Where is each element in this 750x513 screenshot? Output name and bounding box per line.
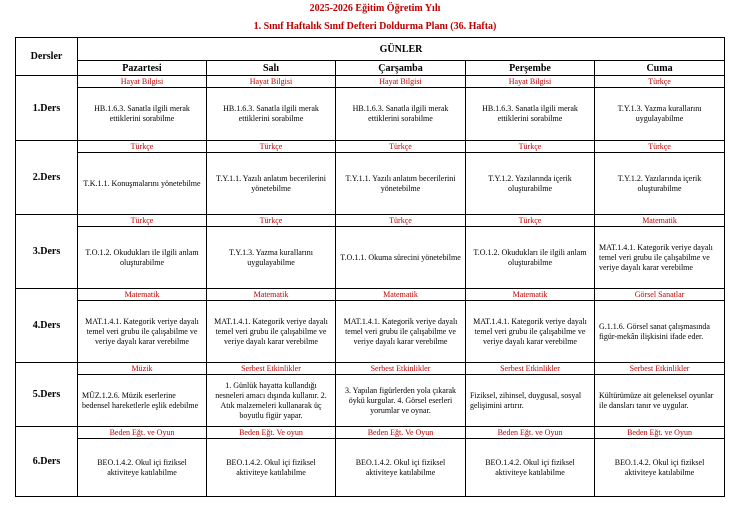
- subject-label: Müzik: [78, 363, 206, 375]
- lesson-cell: [336, 427, 466, 497]
- subject-label: Türkçe: [336, 141, 465, 153]
- lesson-cell: [595, 363, 725, 427]
- lesson-row: [16, 76, 725, 141]
- subject-label: Türkçe: [207, 215, 335, 227]
- subject-label: Türkçe: [595, 76, 724, 88]
- day-header-carsamba: Çarşamba: [336, 61, 466, 76]
- subject-label: Serbest Etkinlikler: [336, 363, 465, 375]
- header-row-days: [16, 61, 725, 76]
- subject-label: Türkçe: [336, 215, 465, 227]
- outcome-text: T.Y.1.2. Yazılarında içerik oluşturabilme: [617, 173, 702, 193]
- subject-label: Serbest Etkinlikler: [207, 363, 335, 375]
- outcome-text: HB.1.6.3. Sanatla ilgili merak ettiklerini sorabilme: [223, 104, 319, 123]
- lesson-cell: [78, 289, 207, 363]
- subject-label: Beden Eğt. ve Oyun: [78, 427, 206, 439]
- outcome-text: G.1.1.6. Görsel sanat çalışmasında figür-mekân ilişkisini ifade eder.: [599, 321, 710, 341]
- subject-label: Görsel Sanatlar: [595, 289, 724, 301]
- outcome-text: T.O.1.1. Okuma sürecini yönetebilme: [340, 252, 461, 262]
- subject-label: Hayat Bilgisi: [78, 76, 206, 88]
- subject-label: Hayat Bilgisi: [466, 76, 594, 88]
- lesson-cell: [207, 76, 336, 141]
- lesson-cell: [207, 215, 336, 289]
- lesson-cell: [78, 427, 207, 497]
- day-header-cuma: Cuma: [595, 61, 725, 76]
- outcome-text: BEO.1.4.2. Okul içi fiziksel aktiviteye katılabilme: [485, 457, 575, 477]
- subject-label: Serbest Etkinlikler: [595, 363, 724, 375]
- outcome-text: T.K.1.1. Konuşmalarını yönetebilme: [83, 178, 201, 188]
- outcome-text: MAT.1.4.1. Kategorik veriye dayalı temel veri grubu ile çalışabilme ve veriye dayalı karar verebilme: [473, 316, 587, 346]
- outcome-text: T.Y.1.3. Yazma kurallarını uygulayabilme: [229, 247, 313, 267]
- subject-label: Hayat Bilgisi: [207, 76, 335, 88]
- lesson-cell: [207, 363, 336, 427]
- lesson-label: 5.Ders: [16, 363, 78, 427]
- subject-label: Beden Eğt. ve Oyun: [595, 427, 724, 439]
- outcome-text: Kültürümüze ait geleneksel oyunlar ile dansları tanır ve uygular.: [599, 390, 714, 410]
- day-header-persembe: Perşembe: [466, 61, 595, 76]
- outcome-text: BEO.1.4.2. Okul içi fiziksel aktiviteye katılabilme: [614, 457, 705, 477]
- weekly-plan-table: [15, 37, 725, 497]
- lesson-label: 1.Ders: [16, 76, 78, 141]
- outcome-text: HB.1.6.3. Sanatla ilgili merak ettiklerini sorabilme: [482, 104, 578, 123]
- subject-label: Türkçe: [78, 141, 206, 153]
- lesson-cell: [336, 289, 466, 363]
- lesson-cell: [336, 215, 466, 289]
- outcome-text: BEO.1.4.2. Okul içi fiziksel aktiviteye katılabilme: [226, 457, 316, 477]
- day-header-sali: Salı: [207, 61, 336, 76]
- lesson-cell: [78, 76, 207, 141]
- subject-label: Türkçe: [466, 141, 594, 153]
- lesson-row: [16, 289, 725, 363]
- lesson-cell: [78, 141, 207, 215]
- lesson-cell: [466, 427, 595, 497]
- lesson-cell: [336, 76, 466, 141]
- lesson-cell: [466, 76, 595, 141]
- lesson-cell: [207, 141, 336, 215]
- lesson-cell: [78, 363, 207, 427]
- dersler-header: Dersler: [16, 38, 78, 76]
- subject-label: Beden Eğt. ve Oyun: [466, 427, 594, 439]
- lesson-label: 4.Ders: [16, 289, 78, 363]
- lesson-cell: [466, 363, 595, 427]
- lesson-cell: [466, 215, 595, 289]
- outcome-text: T.Y.1.1. Yazılı anlatım becerilerini yönetebilme: [216, 173, 326, 193]
- lesson-cell: [78, 215, 207, 289]
- lesson-row: [16, 215, 725, 289]
- outcome-text: T.O.1.2. Okudukları ile ilgili anlam oluşturabilme: [473, 247, 587, 267]
- lesson-cell: [207, 289, 336, 363]
- outcome-text: 1. Günlük hayatta kullandığı nesneleri amacı dışında kullanır. 2. Atık malzemeleri kullanarak üç boyutlu figür yapar.: [215, 380, 327, 420]
- document-title: 2025-2026 Eğitim Öğretim Yılı: [309, 3, 441, 14]
- outcome-text: 3. Yapılan figürlerden yola çıkarak öykü kurgular. 4. Görsel eserleri yorumlar ve oynar.: [344, 385, 457, 415]
- subject-label: Beden Eğt. Ve Oyun: [336, 427, 465, 439]
- lesson-label: 6.Ders: [16, 427, 78, 497]
- day-header-pazartesi: Pazartesi: [78, 61, 207, 76]
- subject-label: Türkçe: [78, 215, 206, 227]
- lesson-row: [16, 427, 725, 497]
- lesson-cell: [595, 289, 725, 363]
- subject-label: Matematik: [595, 215, 724, 227]
- outcome-text: MAT.1.4.1. Kategorik veriye dayalı temel veri grubu ile çalışabilme ve veriye dayalı karar verebilme: [85, 316, 199, 346]
- lesson-cell: [336, 141, 466, 215]
- subject-label: Matematik: [336, 289, 465, 301]
- subject-label: Hayat Bilgisi: [336, 76, 465, 88]
- subject-label: Matematik: [207, 289, 335, 301]
- subject-label: Serbest Etkinlikler: [466, 363, 594, 375]
- outcome-text: T.Y.1.3. Yazma kurallarını uygulayabilme: [617, 104, 702, 123]
- outcome-text: MAT.1.4.1. Kategorik veriye dayalı temel veri grubu ile çalışabilme ve veriye dayalı karar verebilme: [214, 316, 328, 346]
- lesson-cell: [207, 427, 336, 497]
- subject-label: Türkçe: [595, 141, 724, 153]
- lesson-row: [16, 141, 725, 215]
- outcome-text: MAT.1.4.1. Kategorik veriye dayalı temel veri grubu ile çalışabilme ve veriye dayalı karar verebilme: [343, 316, 458, 346]
- lesson-cell: [466, 141, 595, 215]
- gunler-header: GÜNLER: [78, 38, 725, 61]
- subject-label: Türkçe: [207, 141, 335, 153]
- outcome-text: HB.1.6.3. Sanatla ilgili merak ettiklerini sorabilme: [94, 104, 190, 123]
- subject-label: Matematik: [466, 289, 594, 301]
- subject-label: Beden Eğt. Ve oyun: [207, 427, 335, 439]
- outcome-text: T.O.1.2. Okudukları ile ilgili anlam oluşturabilme: [85, 247, 199, 267]
- lesson-cell: [336, 363, 466, 427]
- outcome-text: BEO.1.4.2. Okul içi fiziksel aktiviteye katılabilme: [355, 457, 446, 477]
- outcome-text: MAT.1.4.1. Kategorik veriye dayalı temel veri grubu ile çalışabilme ve veriye dayalı karar verebilme: [599, 242, 713, 272]
- lesson-cell: [595, 141, 725, 215]
- lesson-cell: [595, 215, 725, 289]
- header-row-gunler: [16, 38, 725, 61]
- outcome-text: T.Y.1.1. Yazılı anlatım becerilerini yönetebilme: [345, 173, 456, 193]
- lesson-cell: [466, 289, 595, 363]
- lesson-cell: [595, 76, 725, 141]
- outcome-text: BEO.1.4.2. Okul içi fiziksel aktiviteye katılabilme: [97, 457, 187, 477]
- outcome-text: Fiziksel, zihinsel, duygusal, sosyal gelişimini artırır.: [470, 390, 582, 410]
- outcome-text: HB.1.6.3. Sanatla ilgili merak ettiklerini sorabilme: [352, 104, 449, 123]
- document-subtitle: 1. Sınıf Haftalık Sınıf Defteri Doldurma Planı (36. Hafta): [253, 21, 497, 32]
- lesson-cell: [595, 427, 725, 497]
- subject-label: Matematik: [78, 289, 206, 301]
- outcome-text: MÜZ.1.2.6. Müzik eserlerine bedensel hareketlerle eşlik edebilme: [82, 390, 199, 410]
- subject-label: Türkçe: [466, 215, 594, 227]
- lesson-label: 3.Ders: [16, 215, 78, 289]
- lesson-row: [16, 363, 725, 427]
- outcome-text: T.Y.1.2. Yazılarında içerik oluşturabilme: [488, 173, 572, 193]
- lesson-label: 2.Ders: [16, 141, 78, 215]
